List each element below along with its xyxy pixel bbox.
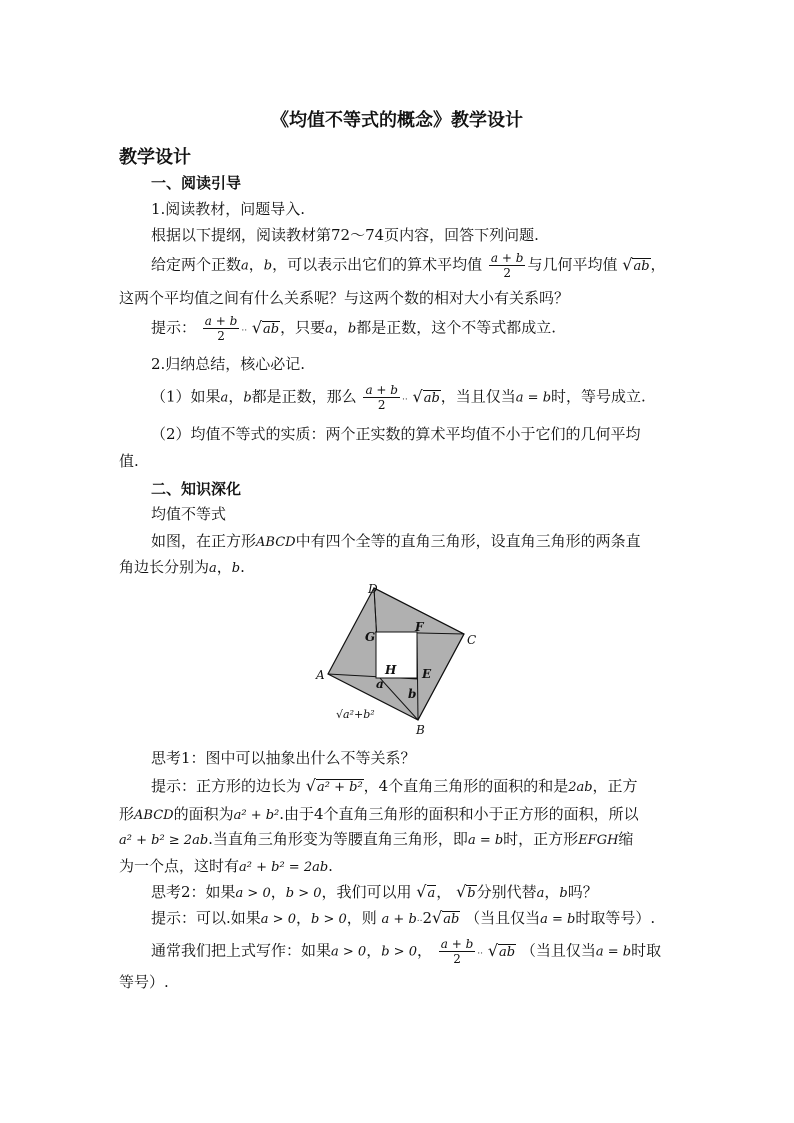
label-G: G <box>365 630 376 644</box>
document-title: 《均值不等式的概念》教学设计 <box>271 110 523 131</box>
think1-line2: 形ABCD的面积为a² + b².由于4个直角三角形的面积和小于正方形的面积，所以 <box>119 805 639 823</box>
label-C: C <box>467 633 477 647</box>
think2-answer: 提示：可以.如果a > 0，b > 0，则 a + b..2√ab （当且仅当a = b时取等号）. <box>151 908 656 927</box>
label-hypotenuse: √a²+b² <box>336 708 375 721</box>
think1-question: 思考1：图中可以抽象出什么不等关系？ <box>151 749 416 767</box>
p1-line4: 这两个平均值之间有什么关系呢？与这两个数的相对大小有关系吗？ <box>119 289 570 307</box>
mean-fraction: $\frac{a + b}{2}$ <box>490 251 524 280</box>
part2-heading: 二、知识深化 <box>151 480 242 498</box>
usual-form-end: 等号）. <box>119 973 169 991</box>
p1-line2: 根据以下提纲，阅读教材第72～74页内容，回答下列问题. <box>151 226 539 244</box>
square-figure <box>310 578 490 738</box>
think1-line1: 提示：正方形的边长为 √a² + b²，4个直角三角形的面积的和是2ab，正方 <box>151 776 638 795</box>
part1-heading: 一、阅读引导 <box>151 174 242 192</box>
label-D: D <box>368 582 378 596</box>
p1-line9: 值. <box>119 452 139 470</box>
think2-question: 思考2：如果a > 0，b > 0，我们可以用 √a， √b分别代替a，b吗？ <box>151 882 598 901</box>
p1-line8: （2）均值不等式的实质：两个正实数的算术平均值不小于它们的几何平均 <box>151 425 641 443</box>
p2-line2: 如图，在正方形ABCD中有四个全等的直角三角形，设直角三角形的两条直 <box>151 532 641 550</box>
p1-line6: 2.归纳总结，核心必记. <box>151 355 306 373</box>
hint1: 提示： $\frac{a + b}{2}$ .. √ab，只要a，b都是正数，这个不等式都成立. <box>151 314 557 343</box>
p2-line3: 角边长分别为a，b. <box>119 558 245 576</box>
label-F: F <box>415 620 424 634</box>
think1-line4: 为一个点，这时有a² + b² = 2ab. <box>119 857 333 875</box>
label-H: H <box>385 663 397 677</box>
sqrt-ab: √ab <box>622 254 650 274</box>
think1-line3: a² + b² ≥ 2ab.当直角三角形变为等腰直角三角形，即a = b时，正方形EFGH缩 <box>119 830 634 848</box>
p1-line7: （1）如果a，b都是正数，那么 $\frac{a + b}{2}$ .. √ab，当且仅当a = b时，等号成立. <box>151 383 646 412</box>
label-A: A <box>316 668 325 682</box>
label-b: b <box>408 687 417 701</box>
p1-line1: 1.阅读教材，问题导入. <box>151 200 306 218</box>
section-heading: 教学设计 <box>119 147 191 168</box>
label-E: E <box>422 667 432 681</box>
usual-form-line: 通常我们把上式写作：如果a > 0，b > 0， $\frac{a + b}{2}$ .. √ab （当且仅当a = b时取 <box>151 937 662 966</box>
label-a: a <box>376 677 384 691</box>
label-B: B <box>416 723 425 737</box>
p1-line3: 给定两个正数a，b，可以表示出它们的算术平均值 $\frac{a + b}{2}$ 与几何平均值 √ab， <box>151 251 666 280</box>
p2-line1: 均值不等式 <box>151 505 227 523</box>
